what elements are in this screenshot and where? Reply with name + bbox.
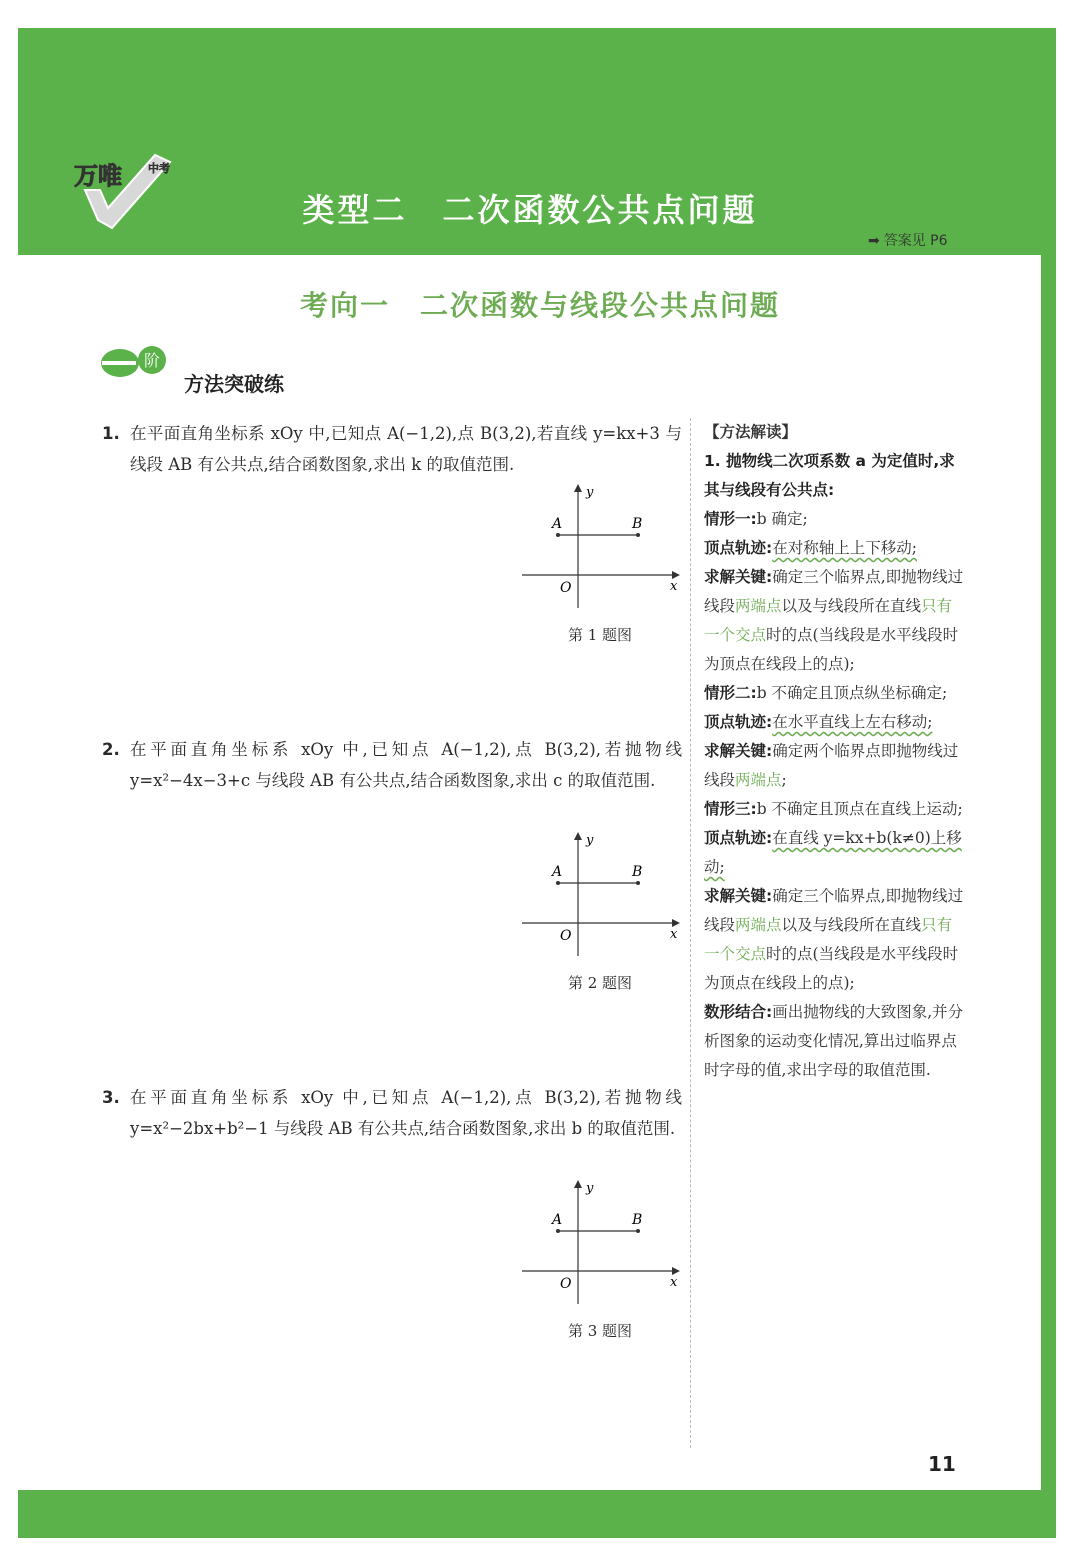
figure-caption: 第 1 题图 [567, 626, 633, 644]
case-2 [704, 679, 964, 708]
key-text: 确定三个临界点,即抛物线过线段 [704, 568, 964, 615]
case-3 [704, 795, 964, 824]
point-b-label: B [632, 864, 643, 880]
case-text: b 不确定且顶点在直线上运动; [756, 800, 963, 818]
x-axis-label: x [670, 579, 678, 594]
combo-text: 画出抛物线的大致图象,并分析图象的运动变化情况,算出过临界点时字母的值,求出字母的取值范围. [704, 1003, 964, 1079]
track-text: 在对称轴上上下移动; [772, 539, 917, 557]
case-2-track [704, 708, 964, 737]
method-intro: 1. 抛物线二次项系数 a 为定值时,求其与线段有公共点: [704, 452, 955, 499]
key-text: 以及与线段所在直线 [781, 916, 922, 934]
problem-number: 1. [102, 424, 120, 443]
figure-2 [510, 826, 690, 996]
origin-label: O [560, 1276, 572, 1292]
key-highlight: 两端点 [735, 771, 782, 789]
track-label: 顶点轨迹: [704, 829, 773, 847]
key-highlight: 两端点 [735, 597, 782, 615]
coordinate-graph [510, 826, 690, 966]
answer-reference[interactable] [868, 230, 948, 250]
figure-1 [510, 478, 690, 648]
wanwei-logo-icon [70, 150, 185, 230]
case-text: b 不确定且顶点纵坐标确定; [756, 684, 948, 702]
key-highlight: 只有一个交点 [704, 916, 953, 963]
answer-reference-text: 答案见 P6 [883, 233, 948, 249]
point-b-label: B [632, 516, 643, 532]
problem-text: 在平面直角坐标系 xOy 中,已知点 A(−1,2),点 B(3,2),若抛物线 y=x²−4x−3+c 与线段 AB 有公共点,结合函数图象,求出 c 的取值范围. [130, 740, 682, 790]
case-1-track [704, 534, 964, 563]
case-2-key [704, 737, 964, 795]
track-label: 顶点轨迹: [704, 713, 773, 731]
key-text: 时的点(当线段是水平线段时为顶点在线段上的点); [704, 945, 959, 992]
case-text: b 确定; [756, 510, 808, 528]
section-title: 考向一 二次函数与线段公共点问题 [299, 289, 780, 322]
level-badge [100, 346, 172, 380]
point-a-label: A [552, 1212, 563, 1228]
page-type-title: 类型二 二次函数公共点问题 [302, 191, 758, 229]
case-label: 情形一: [704, 510, 757, 528]
key-label: 求解关键: [704, 742, 773, 760]
point-b-label: B [632, 1212, 643, 1228]
arrow-right-icon: ➡ [868, 233, 880, 249]
track-label: 顶点轨迹: [704, 539, 773, 557]
key-label: 求解关键: [704, 887, 773, 905]
track-text: 在直线 y=kx+b(k≠0)上移动; [704, 829, 962, 876]
y-axis-label: y [586, 833, 594, 848]
combo-label: 数形结合: [704, 1003, 773, 1021]
key-text: 以及与线段所在直线 [781, 597, 922, 615]
svg-text:阶: 阶 [143, 351, 161, 370]
svg-text:万唯: 万唯 [74, 162, 122, 190]
y-axis-label: y [586, 1181, 594, 1196]
combo [704, 998, 964, 1085]
page-number: 11 [928, 1452, 956, 1476]
point-a-label: A [552, 864, 563, 880]
column-divider [690, 418, 691, 1448]
key-label: 求解关键: [704, 568, 773, 586]
problem-text: 在平面直角坐标系 xOy 中,已知点 A(−1,2),点 B(3,2),若直线 y=kx+3 与线段 AB 有公共点,结合函数图象,求出 k 的取值范围. [130, 424, 682, 474]
point-a-label: A [552, 516, 563, 532]
figure-caption: 第 3 题图 [567, 1322, 633, 1340]
key-text: 时的点(当线段是水平线段时为顶点在线段上的点); [704, 626, 959, 673]
case-label: 情形三: [704, 800, 757, 818]
coordinate-graph [510, 1174, 690, 1314]
case-1-key [704, 563, 964, 679]
x-axis-label: x [670, 927, 678, 942]
case-3-track [704, 824, 964, 882]
method-title: 【方法解读】 [704, 423, 798, 441]
coordinate-graph [510, 478, 690, 618]
figure-caption: 第 2 题图 [567, 974, 633, 992]
origin-label: O [560, 580, 572, 596]
origin-label: O [560, 928, 572, 944]
problem-3 [102, 1082, 682, 1144]
key-highlight: 只有一个交点 [704, 597, 953, 644]
case-label: 情形二: [704, 684, 757, 702]
y-axis-label: y [586, 485, 594, 500]
key-highlight: 两端点 [735, 916, 782, 934]
case-1 [704, 505, 964, 534]
problem-number: 3. [102, 1088, 120, 1107]
level-title: 方法突破练 [184, 372, 284, 396]
svg-text:中考: 中考 [148, 162, 170, 175]
track-text: 在水平直线上左右移动; [772, 713, 933, 731]
x-axis-label: x [670, 1275, 678, 1290]
problem-number: 2. [102, 740, 120, 759]
key-text: ; [781, 771, 787, 789]
problem-1 [102, 418, 682, 480]
problem-2 [102, 734, 682, 796]
problem-text: 在平面直角坐标系 xOy 中,已知点 A(−1,2),点 B(3,2),若抛物线 y=x²−2bx+b²−1 与线段 AB 有公共点,结合函数图象,求出 b 的取值范围. [130, 1088, 682, 1138]
key-text: 确定两个临界点即抛物线过线段 [704, 742, 959, 789]
case-3-key [704, 882, 964, 998]
key-text: 确定三个临界点,即抛物线过线段 [704, 887, 964, 934]
method-sidebar [704, 418, 964, 1085]
figure-3 [510, 1174, 690, 1344]
